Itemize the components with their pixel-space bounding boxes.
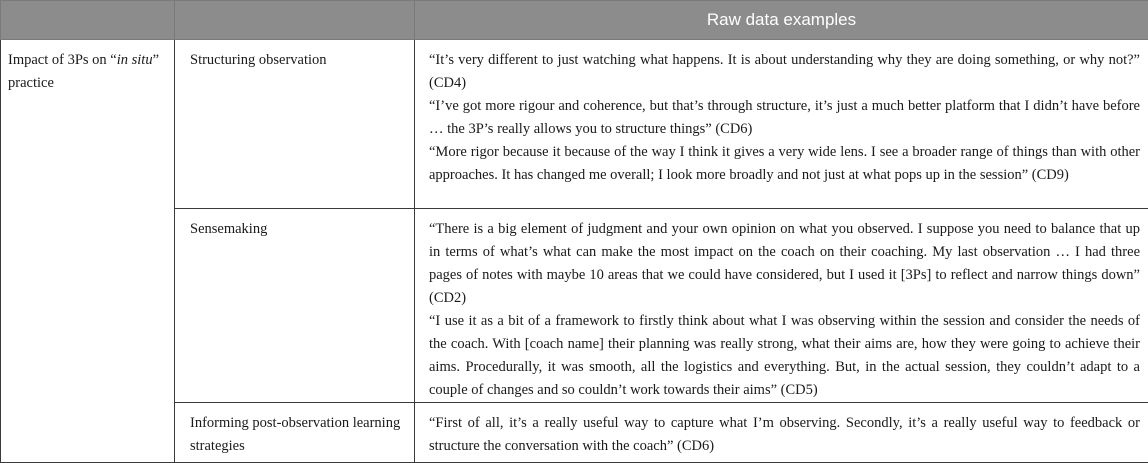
subtheme-cell: Structuring observation	[175, 40, 415, 209]
quote: “There is a big element of judgment and your own opinion on what you observed. I suppose you need to balance that up in terms of what’s what can make the most impact on the coach on their coaching. My last observation … I had three pages of notes with maybe 10 areas that we could have considered, but I used it [3Ps] to reflect and narrow things down” (CD2)	[429, 218, 1140, 310]
quote: “I’ve got more rigour and coherence, but that’s through structure, it’s just a much better platform that I didn’t have before … the 3P’s really allows you to structure things” (CD6)	[429, 95, 1140, 141]
quote: “I use it as a bit of a framework to firstly think about what I was observing within the session and consider the needs of the coach. With [coach name] their planning was really strong, what their aims are, how they were going to achieve their aims. Procedurally, it was smooth, all the logistics and everything. But, in the actual session, they couldn’t adapt to a couple of changes and so couldn’t work towards their aims” (CD5)	[429, 310, 1140, 402]
header-subtheme	[175, 1, 415, 40]
quote: “First of all, it’s a really useful way to capture what I’m observing. Secondly, it’s a really useful way to feedback or structure the conversation with the coach” (CD6)	[429, 412, 1140, 458]
theme-cell	[1, 40, 175, 463]
header-theme	[1, 1, 175, 40]
theme-label-suffix: ” practice	[8, 52, 159, 91]
quote: “More rigor because it because of the way I think it gives a very wide lens. I see a broader range of things than with other approaches. It has changed me overall; I look more broadly and not just at what pops up in the session” (CD9)	[429, 141, 1140, 187]
quotes-cell	[415, 209, 1148, 403]
quote: “It’s very different to just watching what happens. It is about understanding why they are doing something, or why not?” (CD4)	[429, 49, 1140, 95]
theme-label-italic: in situ	[117, 52, 153, 68]
subtheme-cell: Sensemaking	[175, 209, 415, 403]
quotes-cell	[415, 40, 1148, 209]
quotes-cell	[415, 403, 1148, 463]
subtheme-cell: Informing post-observation learning strategies	[175, 403, 415, 463]
table-row	[1, 40, 1148, 209]
theme-label-prefix: Impact of 3Ps on “	[8, 52, 117, 68]
header-raw-data-examples: Raw data examples	[415, 1, 1148, 40]
header-row	[1, 1, 1148, 40]
